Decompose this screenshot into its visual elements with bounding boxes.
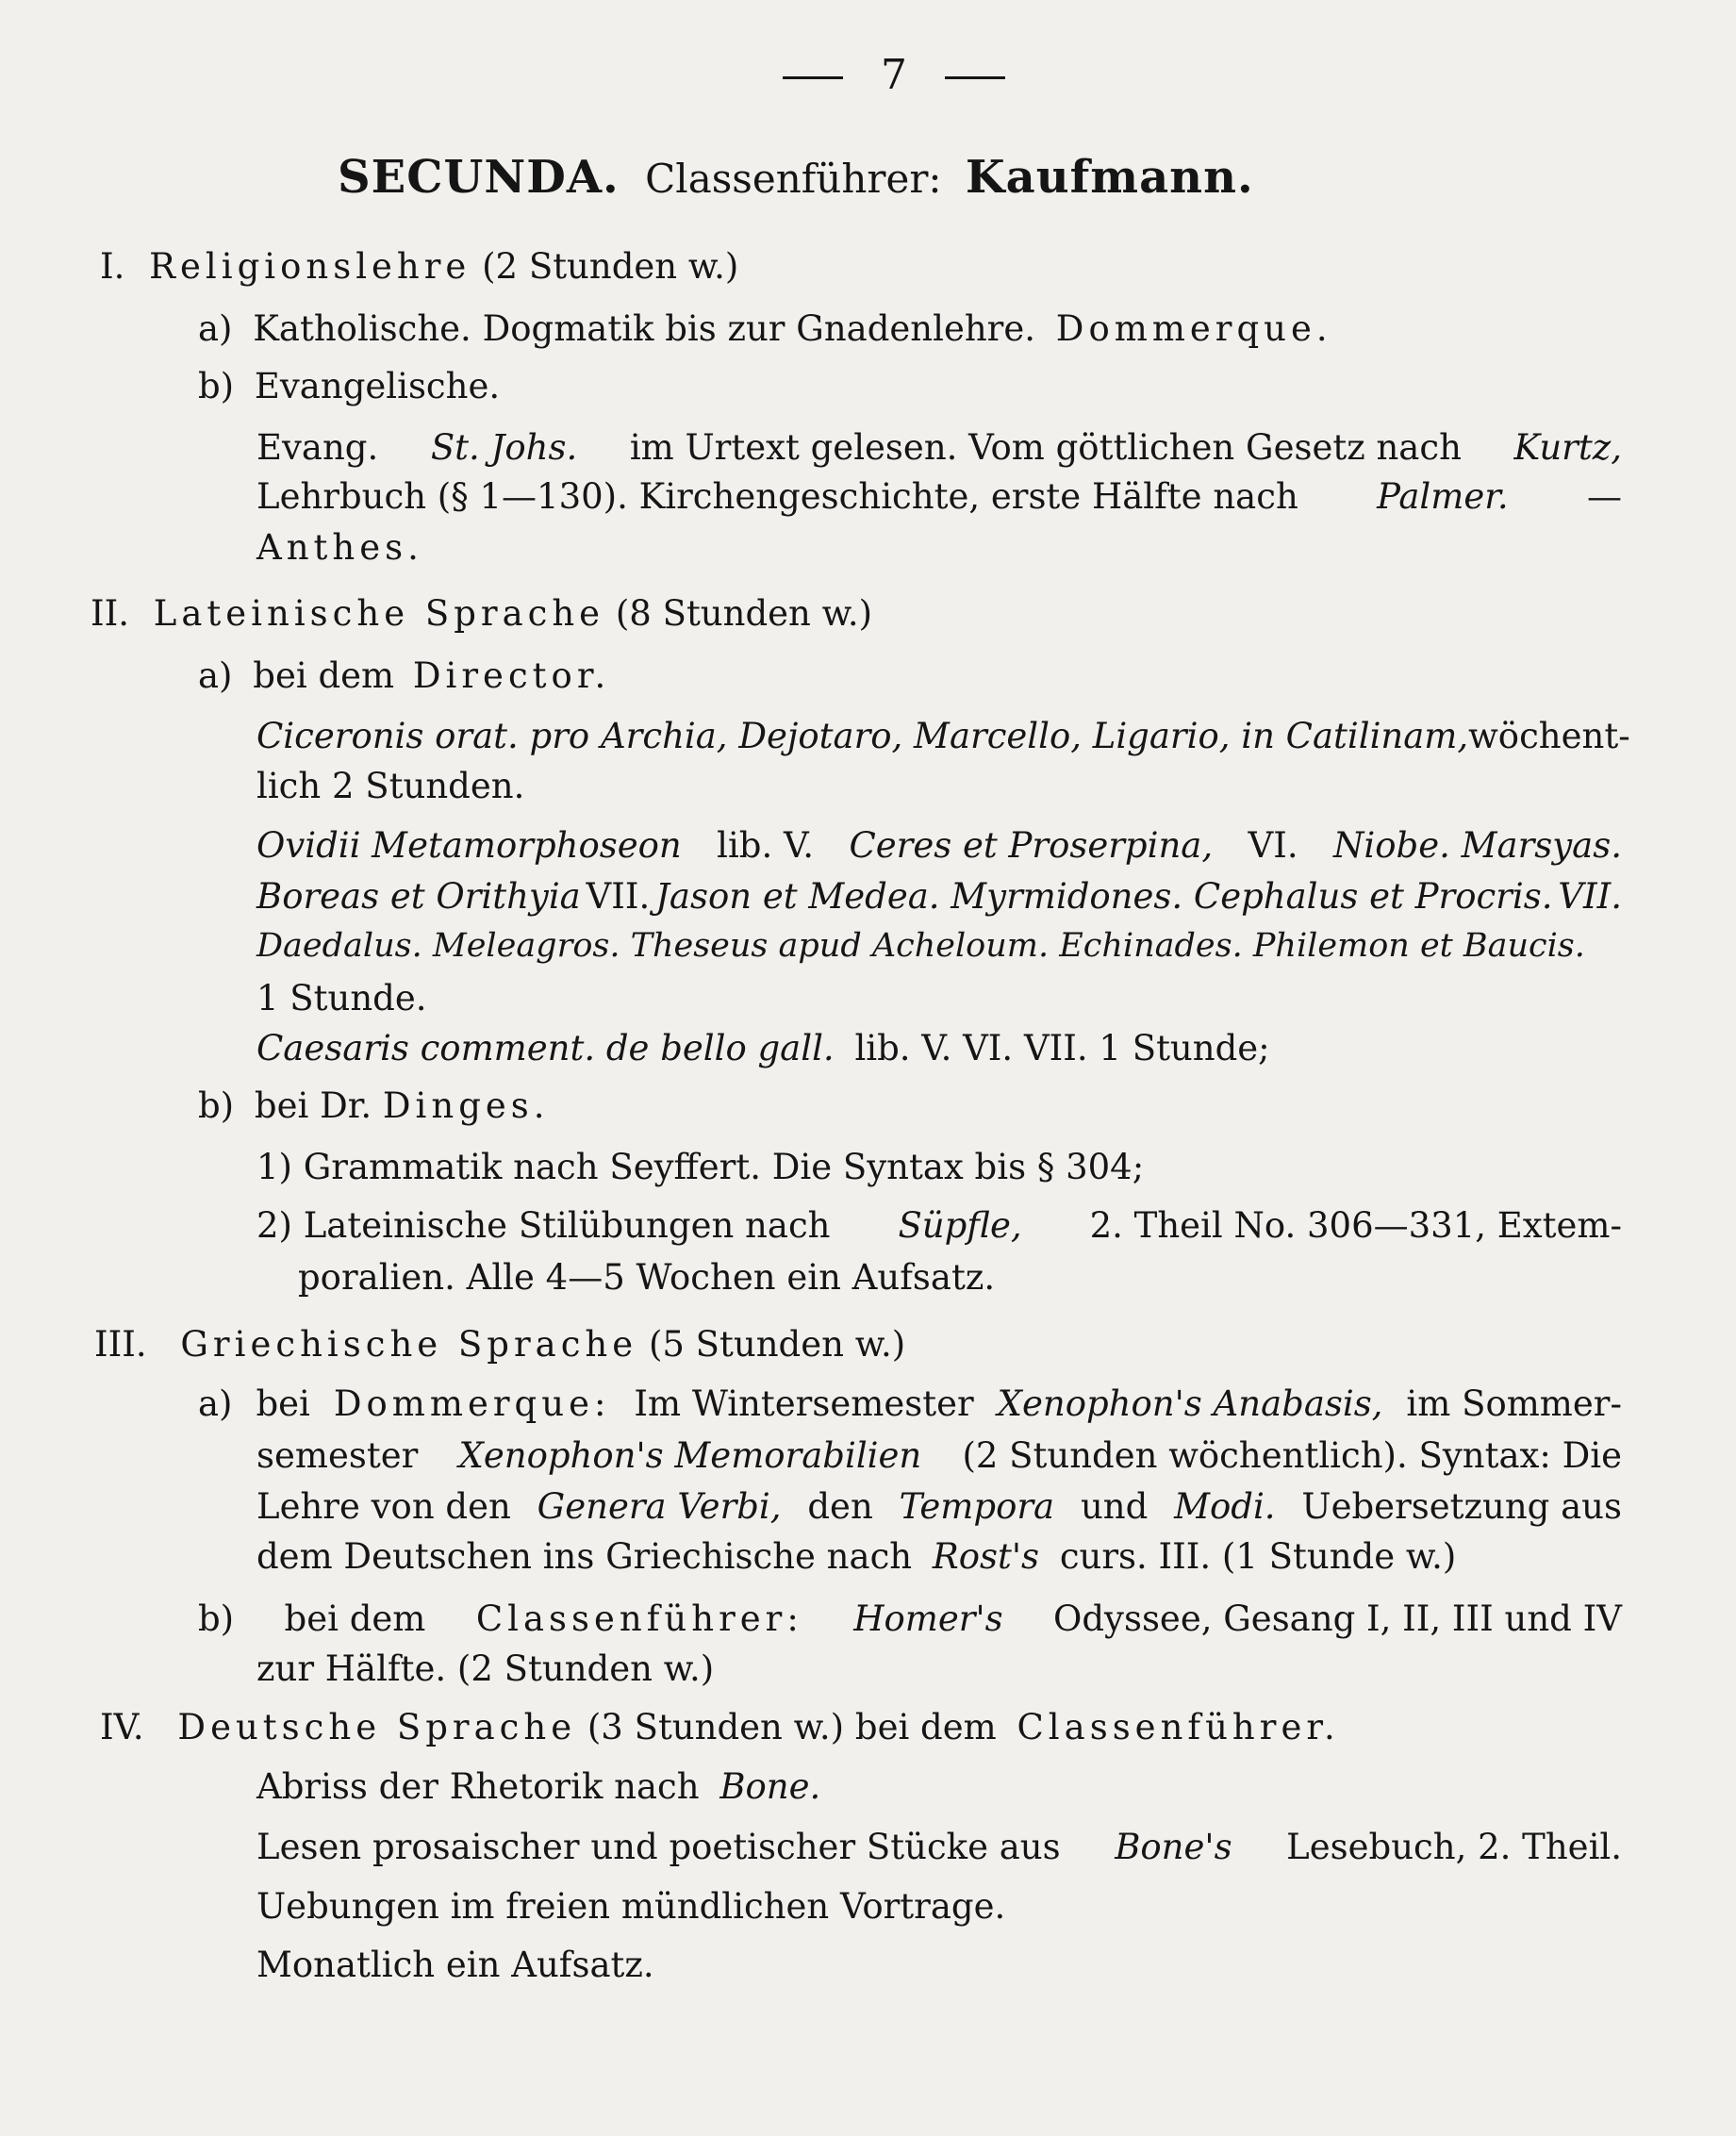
text-run-italic: VII. — [1558, 876, 1622, 917]
item-text: bei Dr. — [254, 1085, 372, 1126]
text-run: den — [807, 1486, 873, 1527]
item-teacher: Dommerque: — [333, 1383, 611, 1424]
text-run-italic: Ceres et Proserpina, — [849, 825, 1214, 866]
text-run: Im Wintersemester — [634, 1383, 974, 1424]
german-line-2 — [256, 1827, 1622, 1867]
section-greek-title — [94, 1324, 906, 1365]
latin-caesar-line — [256, 1028, 1270, 1068]
latin-a-line — [198, 655, 611, 696]
section-number: I. — [100, 246, 125, 287]
item-teacher: Classenführer. — [1017, 1707, 1340, 1747]
text-run: im Urtext gelesen. Vom göttlichen Gesetz nach — [629, 427, 1462, 468]
section-hours: (2 Stunden w.) — [482, 246, 739, 287]
item-letter: b) — [198, 366, 235, 406]
item-text: Evangelische. — [254, 366, 501, 406]
text-run-italic: Boreas et Orithyia — [256, 876, 581, 917]
text-run-italic: Süpfle, — [898, 1205, 1022, 1246]
greek-a-line-2 — [256, 1435, 1622, 1476]
religion-b-text-line-2 — [256, 476, 1622, 517]
section-number: III. — [94, 1324, 147, 1365]
section-hours: (3 Stunden w.) bei dem — [587, 1707, 997, 1747]
latin-cicero-line-2: lich 2 Stunden. — [256, 766, 525, 806]
greek-a-line-1 — [198, 1383, 1622, 1424]
item-teacher: Dommerque. — [1055, 308, 1332, 349]
text-run: wöchent- — [1468, 716, 1630, 756]
latin-ovid-line-3: Daedalus. Meleagros. Theseus apud Acheloum. Echinades. Philemon et Baucis. — [256, 927, 1585, 965]
text-run: lib. V. VI. VII. 1 Stunde; — [854, 1028, 1270, 1068]
section-title: Religionslehre — [149, 246, 471, 287]
section-title: Deutsche Sprache — [177, 1707, 577, 1747]
greek-a-line-4 — [256, 1536, 1457, 1577]
item-teacher: Director. — [412, 655, 611, 696]
page-number: 7 — [881, 51, 907, 99]
class-heading — [338, 151, 1254, 204]
text-run: dem Deutschen ins Griechische nach — [256, 1536, 913, 1577]
text-run: bei dem — [284, 1598, 426, 1639]
item-letter: a) — [198, 655, 233, 696]
item-letter: a) — [198, 308, 233, 349]
text-run: semester — [256, 1435, 419, 1476]
text-run: lib. V. — [717, 825, 815, 866]
text-run: VII. — [586, 876, 651, 917]
text-run-italic: Modi. — [1174, 1486, 1276, 1527]
page-number-dash-left — [783, 76, 843, 79]
latin-style-line-1 — [256, 1205, 1622, 1246]
religion-a-line — [198, 308, 1332, 349]
item-teacher: Classenführer: — [475, 1598, 803, 1639]
text-run-italic: Bone. — [719, 1766, 821, 1807]
german-line-3: Uebungen im freien mündlichen Vortrage. — [256, 1886, 1006, 1927]
section-latin-title — [91, 593, 873, 634]
german-line-4: Monatlich ein Aufsatz. — [256, 1945, 654, 1985]
text-run-italic: Xenophon's Memorabilien — [458, 1435, 922, 1476]
text-run: Odyssee, Gesang I, II, III und IV — [1053, 1598, 1622, 1639]
latin-style-line-2: poralien. Alle 4—5 Wochen ein Aufsatz. — [298, 1257, 996, 1298]
text-run-italic: Ovidii Metamorphoseon — [256, 825, 682, 866]
religion-b-text-line-1 — [256, 427, 1622, 468]
section-hours: (5 Stunden w.) — [648, 1324, 906, 1365]
item-letter: a) — [198, 1383, 233, 1424]
page-number-dash-right — [945, 76, 1005, 79]
text-run: Lehrbuch (§ 1—130). Kirchengeschichte, erste Hälfte nach — [256, 476, 1298, 517]
latin-grammar-line: 1) Grammatik nach Seyffert. Die Syntax bis § 304; — [256, 1147, 1145, 1187]
page-number-line — [745, 51, 1043, 99]
text-run: Uebersetzung aus — [1301, 1486, 1622, 1527]
latin-ovid-line-4: 1 Stunde. — [256, 978, 427, 1018]
section-number: IV. — [100, 1707, 144, 1747]
text-run: 2. Theil No. 306—331, Extem- — [1089, 1205, 1622, 1246]
text-run-italic: Xenophon's Anabasis, — [997, 1383, 1383, 1424]
text-run-italic: Bone's — [1115, 1827, 1232, 1867]
section-hours: (8 Stunden w.) — [615, 593, 873, 634]
item-text: bei dem — [253, 655, 395, 696]
religion-b-line — [198, 366, 501, 406]
section-religion-title — [100, 246, 739, 287]
class-leader-label: Classenführer: — [645, 156, 942, 202]
section-title: Lateinische Sprache — [153, 593, 605, 634]
text-run: (2 Stunden wöchentlich). Syntax: Die — [962, 1435, 1622, 1476]
text-run-italic: Tempora — [899, 1486, 1055, 1527]
text-run-italic: Rost's — [932, 1536, 1040, 1577]
text-run-italic: Caesaris comment. de bello gall. — [256, 1028, 835, 1068]
religion-b-teacher: Anthes. — [256, 527, 423, 568]
item-teacher: Dinges. — [382, 1085, 550, 1126]
text-run: im Sommer- — [1406, 1383, 1622, 1424]
text-run: und — [1080, 1486, 1149, 1527]
text-run-italic: Homer's — [853, 1598, 1003, 1639]
text-run: Abriss der Rhetorik nach — [256, 1766, 700, 1807]
text-run-italic: Jason et Medea. Myrmidones. Cephalus et Procris. — [655, 876, 1553, 917]
class-leader-name: Kaufmann. — [965, 151, 1254, 204]
text-run-italic: Genera Verbi, — [537, 1486, 782, 1527]
text-run: — — [1587, 476, 1622, 517]
greek-b-line-1 — [198, 1598, 1622, 1639]
text-run: Lesen prosaischer und poetischer Stücke aus — [256, 1827, 1061, 1867]
greek-a-line-3 — [256, 1486, 1622, 1527]
item-text: Katholische. Dogmatik bis zur Gnadenlehre. — [253, 308, 1036, 349]
class-name: SECUNDA. — [338, 151, 620, 204]
latin-cicero-line-1 — [256, 716, 1630, 756]
item-letter: b) — [198, 1085, 235, 1126]
text-run-italic: Niobe. Marsyas. — [1333, 825, 1622, 866]
text-run-italic: St. Johs. — [430, 427, 578, 468]
section-german-title — [100, 1707, 1340, 1747]
text-run: VI. — [1248, 825, 1298, 866]
section-number: II. — [91, 593, 129, 634]
text-run: bei — [256, 1383, 310, 1424]
greek-b-line-2: zur Hälfte. (2 Stunden w.) — [256, 1648, 715, 1689]
text-run: 2) Lateinische Stilübungen nach — [256, 1205, 831, 1246]
latin-ovid-line-1 — [256, 825, 1622, 866]
item-letter: b) — [198, 1598, 235, 1639]
text-run-italic: Ciceronis orat. pro Archia, Dejotaro, Marcello, Ligario, in Catilinam, — [256, 716, 1469, 756]
latin-b-line — [198, 1085, 550, 1126]
german-line-1 — [256, 1766, 821, 1807]
latin-ovid-line-2 — [256, 876, 1622, 917]
text-run: curs. III. (1 Stunde w.) — [1059, 1536, 1457, 1577]
text-run-italic: Kurtz, — [1513, 427, 1622, 468]
section-title: Griechische Sprache — [180, 1324, 638, 1365]
text-run: Lesebuch, 2. Theil. — [1286, 1827, 1622, 1867]
text-run: Lehre von den — [256, 1486, 511, 1527]
text-run-italic: Palmer. — [1377, 476, 1509, 517]
text-run: Evang. — [256, 427, 379, 468]
